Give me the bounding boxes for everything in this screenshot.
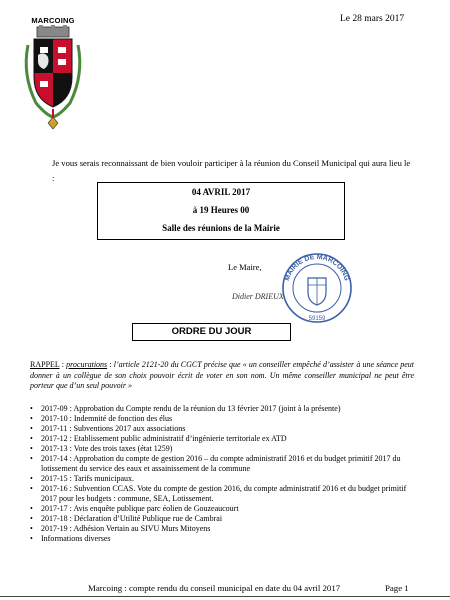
- meeting-details-box: [97, 182, 345, 240]
- logo-title: MARCOING: [31, 16, 75, 25]
- svg-text:MAIRIE DE MARCOING: MAIRIE DE MARCOING: [283, 253, 351, 282]
- list-item: • 2017-18 : Déclaration d’Utilité Publique rue de Cambrai: [30, 514, 420, 524]
- footer-text: Marcoing : compte rendu du conseil municipal en date du 04 avril 2017: [88, 583, 341, 593]
- shield-emblem-icon: [20, 25, 86, 131]
- rappel-paragraph: RAPPEL : procurations : l’article 2121-20 du CGCT précise que « un conseiller empêché d’assister à une séance peut donner à un collègue de son choix pouvoir écrit de voter en son nom. Un même conseiller municipal ne peut être porteur que d’un seul pouvoir »: [30, 360, 414, 390]
- list-item: • 2017-15 : Tarifs municipaux.: [30, 474, 420, 484]
- rappel-label: RAPPEL: [30, 360, 60, 369]
- document-date: Le 28 mars 2017: [340, 14, 405, 24]
- invitation-text: Je vous serais reconnaissant de bien vouloir participer à la réunion du Conseil Municipal qui aura lieu le :: [52, 158, 411, 183]
- list-item: • 2017-19 : Adhésion Vertain au SIVU Murs Mitoyens: [30, 524, 420, 534]
- list-item: • 2017-12 : Etablissement public administratif d’ingénierie territoriale ex ATD: [30, 434, 420, 444]
- list-item: • Informations diverses: [30, 534, 420, 544]
- list-item: • 2017-14 : Approbation du compte de gestion 2016 – du compte administratif 2016 et du budget primitif 2017 du lotissement du service des eaux et assainissement de la commune: [30, 454, 420, 473]
- list-item: • 2017-17 : Avis enquête publique parc éolien de Gouzeaucourt: [30, 504, 420, 514]
- page-number: Page 1: [385, 583, 409, 593]
- coat-of-arms-logo: [20, 16, 86, 136]
- list-item: • 2017-09 : Approbation du Compte rendu de la réunion du 13 février 2017 (joint à la présente): [30, 404, 420, 414]
- list-item: • 2017-10 : Indemnité de fonction des élus: [30, 414, 420, 424]
- footer-divider: [0, 596, 450, 597]
- meeting-place: Salle des réunions de la Mairie: [162, 223, 280, 233]
- signature-title: Le Maire,: [228, 262, 262, 272]
- mairie-stamp-icon: [278, 248, 356, 324]
- ordre-du-jour-heading: ORDRE DU JOUR: [132, 323, 291, 341]
- rappel-sub-label: procurations: [66, 360, 108, 369]
- meeting-date: 04 AVRIL 2017: [191, 187, 251, 197]
- svg-text:59159: 59159: [308, 316, 326, 322]
- list-item: • 2017-11 : Subventions 2017 aux associations: [30, 424, 420, 434]
- list-item: • 2017-16 : Subvention CCAS. Vote du compte de gestion 2016, du compte administratif 2016 et du budget primitif 2017 pour les budgets : commune, SEA, Lotissement.: [30, 484, 420, 503]
- signature-name: Didier DRIEUX: [232, 292, 284, 301]
- meeting-time: à 19 Heures 00: [192, 205, 250, 215]
- agenda-list: [30, 404, 420, 544]
- rappel-text: l’article 2121-20 du CGCT précise que « un conseiller empêché d’assister à une séance peut donner à un collègue de son choix pouvoir écrit de voter en son nom. Un même conseiller municipal ne peut être porteur que d’un seul pouvoir »: [30, 360, 414, 390]
- list-item: • 2017-13 : Vote des trois taxes (état 1259): [30, 444, 420, 454]
- page-footer: [0, 580, 450, 600]
